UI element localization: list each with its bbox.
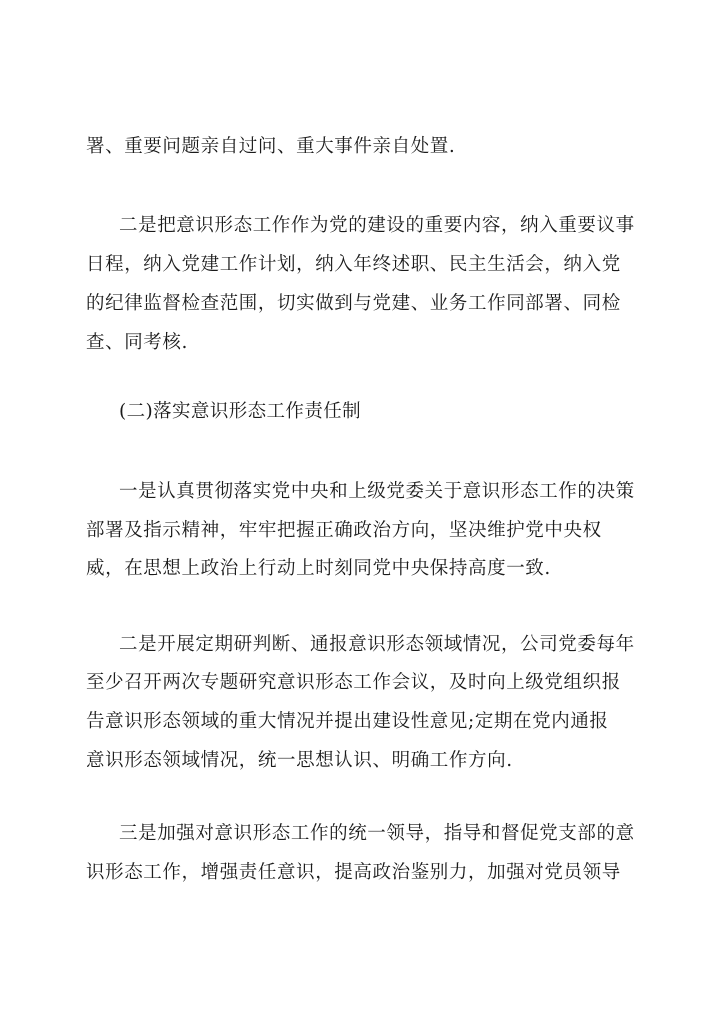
paragraph-line: 告意识形态领域的重大情况并提出建设性意见;定期在党内通报 (86, 711, 609, 732)
paragraph-line: 部署及指示精神，牢牢把握正确政治方向，坚决维护党中央权 (86, 520, 602, 541)
paragraph-line: 的纪律监督检查范围，切实做到与党建、业务工作同部署、同检 (86, 293, 621, 314)
section-heading: (二)落实意识形态工作责任制 (119, 401, 362, 422)
paragraph-line: 一是认真贯彻落实党中央和上级党委关于意识形态工作的决策 (119, 481, 635, 502)
paragraph-line: 二是开展定期研判断、通报意识形态领域情况，公司党委每年 (119, 634, 635, 655)
paragraph-line: 二是把意识形态工作作为党的建设的重要内容，纳入重要议事 (119, 215, 635, 236)
paragraph-line: 署、重要问题亲自过问、重大事件亲自处置. (86, 136, 456, 157)
paragraph-line: 意识形态领域情况，统一思想认识、明确工作方向. (86, 750, 513, 771)
paragraph-line: 日程，纳入党建工作计划，纳入年终述职、民主生活会，纳入党 (86, 254, 621, 275)
paragraph-line: 至少召开两次专题研究意识形态工作会议，及时向上级党组织报 (86, 672, 621, 693)
paragraph-line: 查、同考核. (86, 332, 188, 353)
paragraph-line: 威，在思想上政治上行动上时刻同党中央保持高度一致. (86, 558, 551, 579)
paragraph-line: 识形态工作，增强责任意识，提高政治鉴别力，加强对党员领导 (86, 862, 621, 883)
paragraph-line: 三是加强对意识形态工作的统一领导，指导和督促党支部的意 (119, 823, 635, 844)
